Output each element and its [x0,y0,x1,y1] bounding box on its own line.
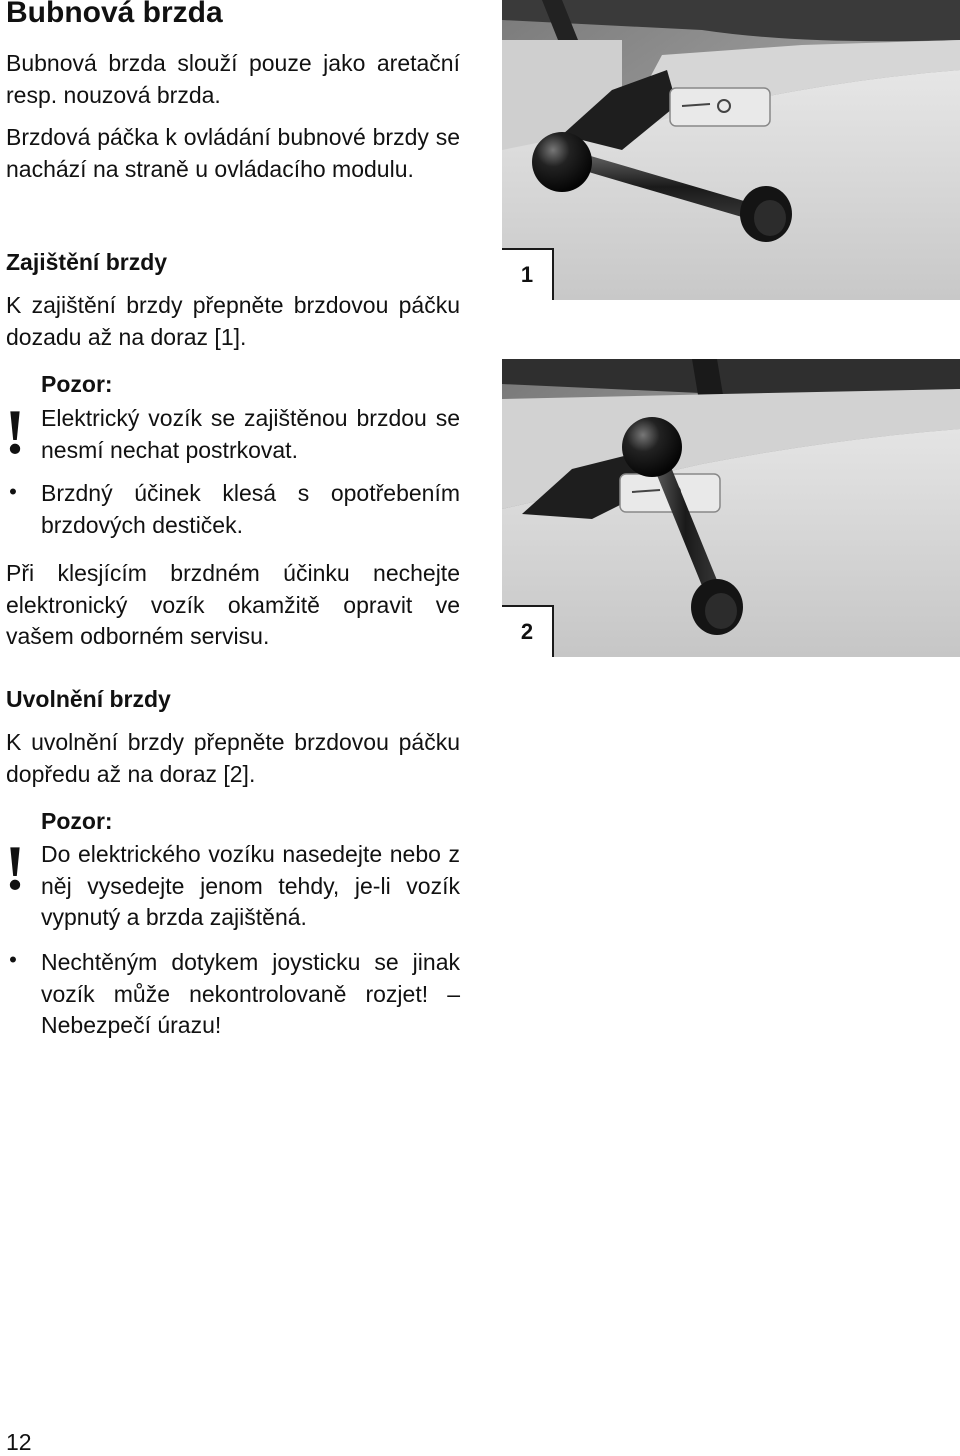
figure-2-number: 2 [502,605,554,657]
warning-exclamation-icon: ! [4,396,26,467]
lock-section-heading: Zajištění brzdy [6,249,168,275]
release-instruction: K uvolnění brzdy přepněte brzdovou páčku dopředu až na doraz [2]. [6,729,460,787]
figure-2-illustration [502,359,960,657]
page-number: 12 [6,1429,32,1455]
page-title: Bubnová brzda [6,0,223,29]
figure-1-illustration [502,0,960,300]
lock-after-text: Při klesjícím brzdném účinku nechejte elektronický vozík okamžitě opravit ve vašem odborném servisu. [6,560,460,649]
lock-bullet-text: Brzdný účinek klesá s opotřebením brzdových destiček. [41,480,460,538]
intro-paragraph-2: Brzdová páčka k ovládání bubnové brzdy se nachází na straně u ovládacího modulu. [6,124,460,182]
release-section-heading: Uvolnění brzdy [6,686,171,712]
release-bullet-text: Nechtěným dotykem joysticku se jinak vozík může nekontrolovaně rozjet! – Nebezpečí úrazu! [41,949,460,1038]
warning-exclamation-icon: ! [4,832,26,903]
figure-1-number: 1 [502,248,554,300]
lock-instruction: K zajištění brzdy přepněte brzdovou páčku dozadu až na doraz [1]. [6,292,460,350]
lock-warning-label: Pozor: [41,371,113,397]
lock-warning-text: Elektrický vozík se zajištěnou brzdou se nesmí nechat postrkovat. [41,405,460,463]
bullet-icon: • [9,947,17,972]
release-warning-label: Pozor: [41,808,113,834]
release-warning-text: Do elektrického vozíku nasedejte nebo z něj vysedejte jenom tehdy, je-li vozík vypnutý a brzda zajištěná. [41,841,460,930]
intro-paragraph-1: Bubnová brzda slouží pouze jako aretační resp. nouzová brzda. [6,50,460,108]
figure-2-brake-lever-photo [502,359,960,657]
bullet-icon: • [9,479,17,504]
figure-1-brake-lever-photo [502,0,960,300]
